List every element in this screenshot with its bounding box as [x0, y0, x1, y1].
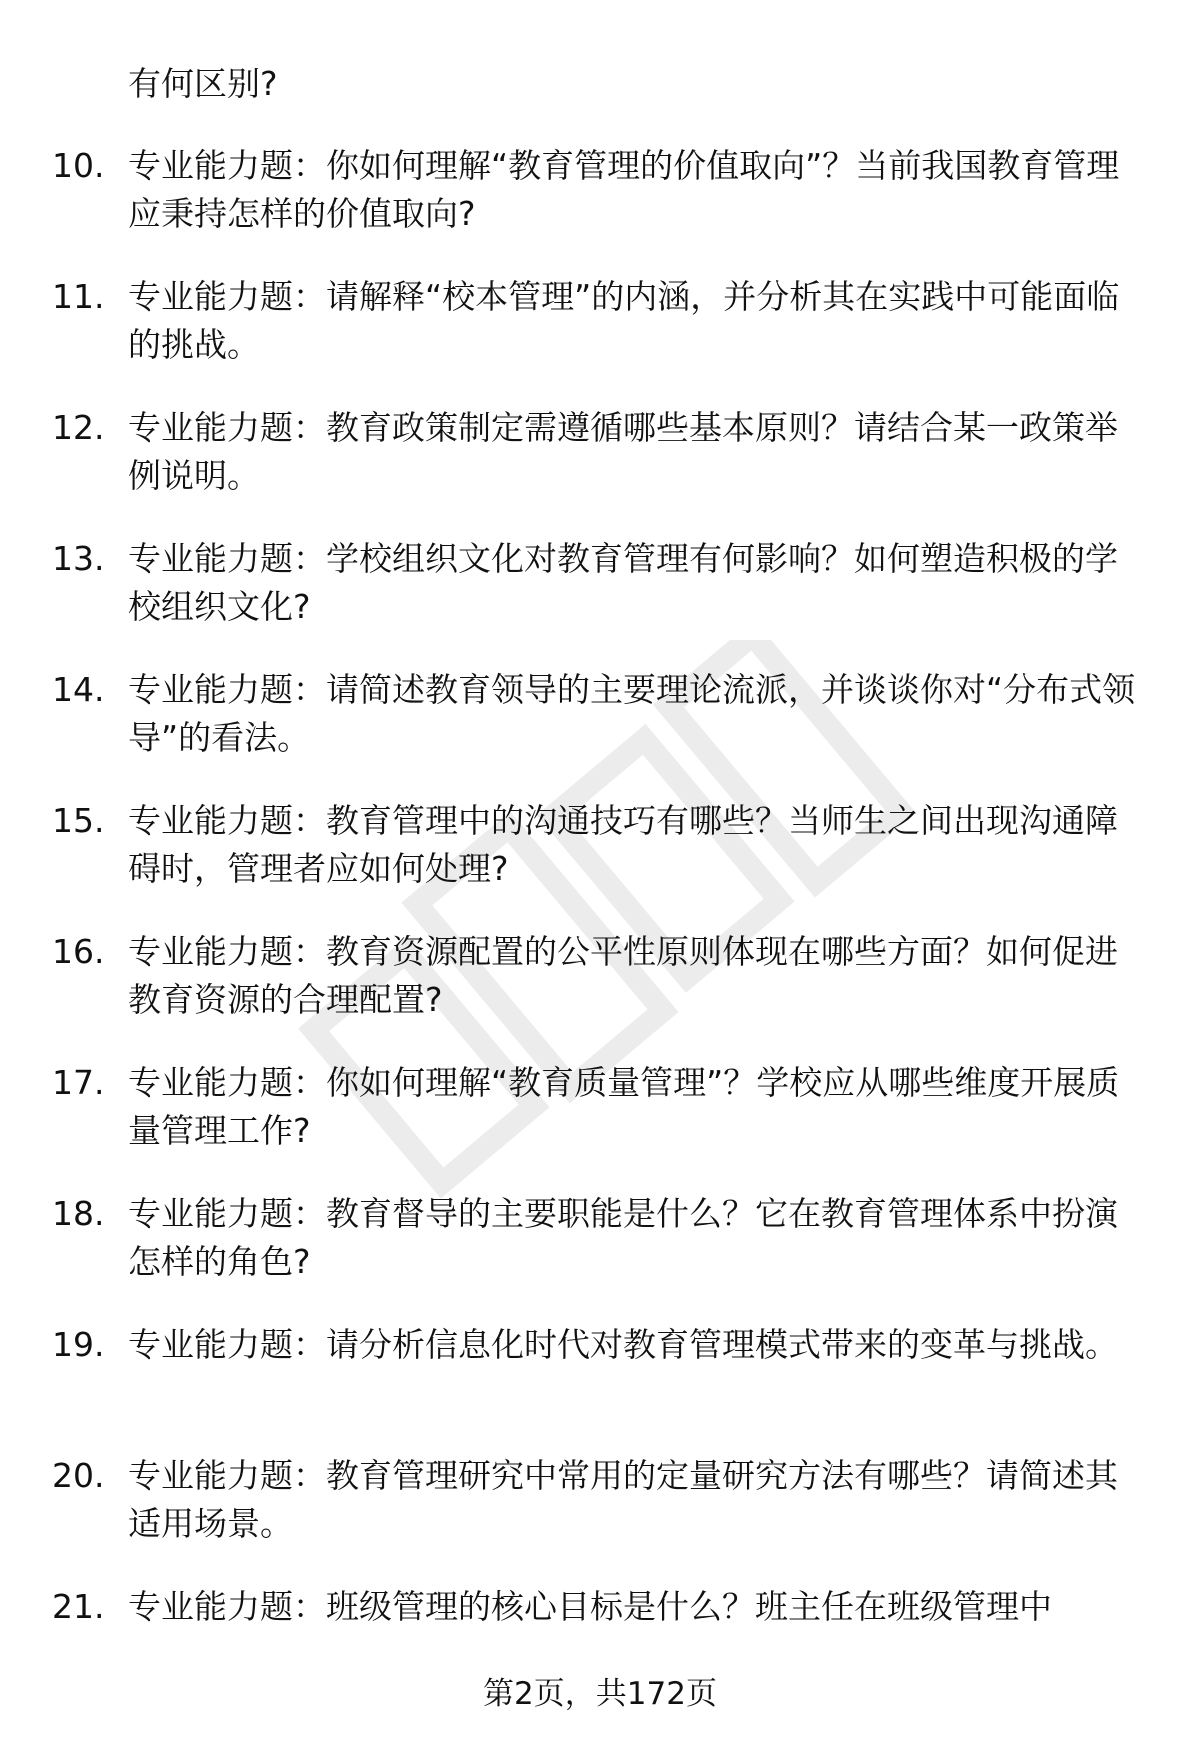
- question-number: 17.: [52, 1063, 105, 1102]
- question-text: 专业能力题：学校组织文化对教育管理有何影响？如何塑造积极的学校组织文化?: [128, 539, 1118, 626]
- question-item: [50, 1452, 1140, 1548]
- question-item: [50, 142, 1140, 238]
- question-text: 专业能力题：教育资源配置的公平性原则体现在哪些方面？如何促进教育资源的合理配置?: [128, 932, 1118, 1019]
- question-text: 专业能力题：你如何理解“教育质量管理”？学校应从哪些维度开展质量管理工作?: [128, 1063, 1120, 1150]
- question-text: 专业能力题：教育督导的主要职能是什么？它在教育管理体系中扮演怎样的角色?: [128, 1194, 1118, 1281]
- question-item: [50, 1190, 1140, 1286]
- question-item: [50, 1321, 1140, 1417]
- question-number: 12.: [52, 408, 105, 447]
- question-number: 15.: [52, 801, 105, 840]
- question-item: [50, 928, 1140, 1024]
- question-item: [50, 797, 1140, 893]
- question-item: [50, 1583, 1140, 1631]
- question-number: 20.: [52, 1456, 105, 1495]
- question-text: 专业能力题：教育政策制定需遵循哪些基本原则？请结合某一政策举例说明。: [128, 408, 1118, 495]
- question-item: [50, 1059, 1140, 1155]
- question-item: [50, 666, 1140, 762]
- question-item: [50, 535, 1140, 631]
- question-text: 专业能力题：教育管理中的沟通技巧有哪些？当师生之间出现沟通障碍时，管理者应如何处理?: [128, 801, 1118, 888]
- question-item: [50, 273, 1140, 369]
- question-number: 13.: [52, 539, 105, 578]
- question-text: 专业能力题：你如何理解“教育管理的价值取向”？当前我国教育管理应秉持怎样的价值取向?: [128, 146, 1120, 233]
- question-list: [50, 142, 1140, 1631]
- question-text: 专业能力题：请解释“校本管理”的内涵，并分析其在实践中可能面临的挑战。: [128, 277, 1120, 364]
- question-number: 16.: [52, 932, 105, 971]
- question-number: 11.: [52, 277, 105, 316]
- question-number: 10.: [52, 146, 105, 185]
- question-text: 专业能力题：请分析信息化时代对教育管理模式带来的变革与挑战。: [128, 1325, 1118, 1364]
- question-text: 专业能力题：班级管理的核心目标是什么？班主任在班级管理中: [128, 1587, 1052, 1626]
- question-number: 18.: [52, 1194, 105, 1233]
- page-footer: 第2页，共172页: [483, 1676, 717, 1712]
- question-text: 专业能力题：请简述教育领导的主要理论流派，并谈谈你对“分布式领导”的看法。: [128, 670, 1136, 757]
- continuation-text: 有何区别?: [128, 64, 278, 103]
- question-number: 21.: [52, 1587, 105, 1626]
- question-number: 14.: [52, 670, 105, 709]
- question-number: 19.: [52, 1325, 105, 1364]
- question-item: [50, 404, 1140, 500]
- question-text: 专业能力题：教育管理研究中常用的定量研究方法有哪些？请简述其适用场景。: [128, 1456, 1118, 1543]
